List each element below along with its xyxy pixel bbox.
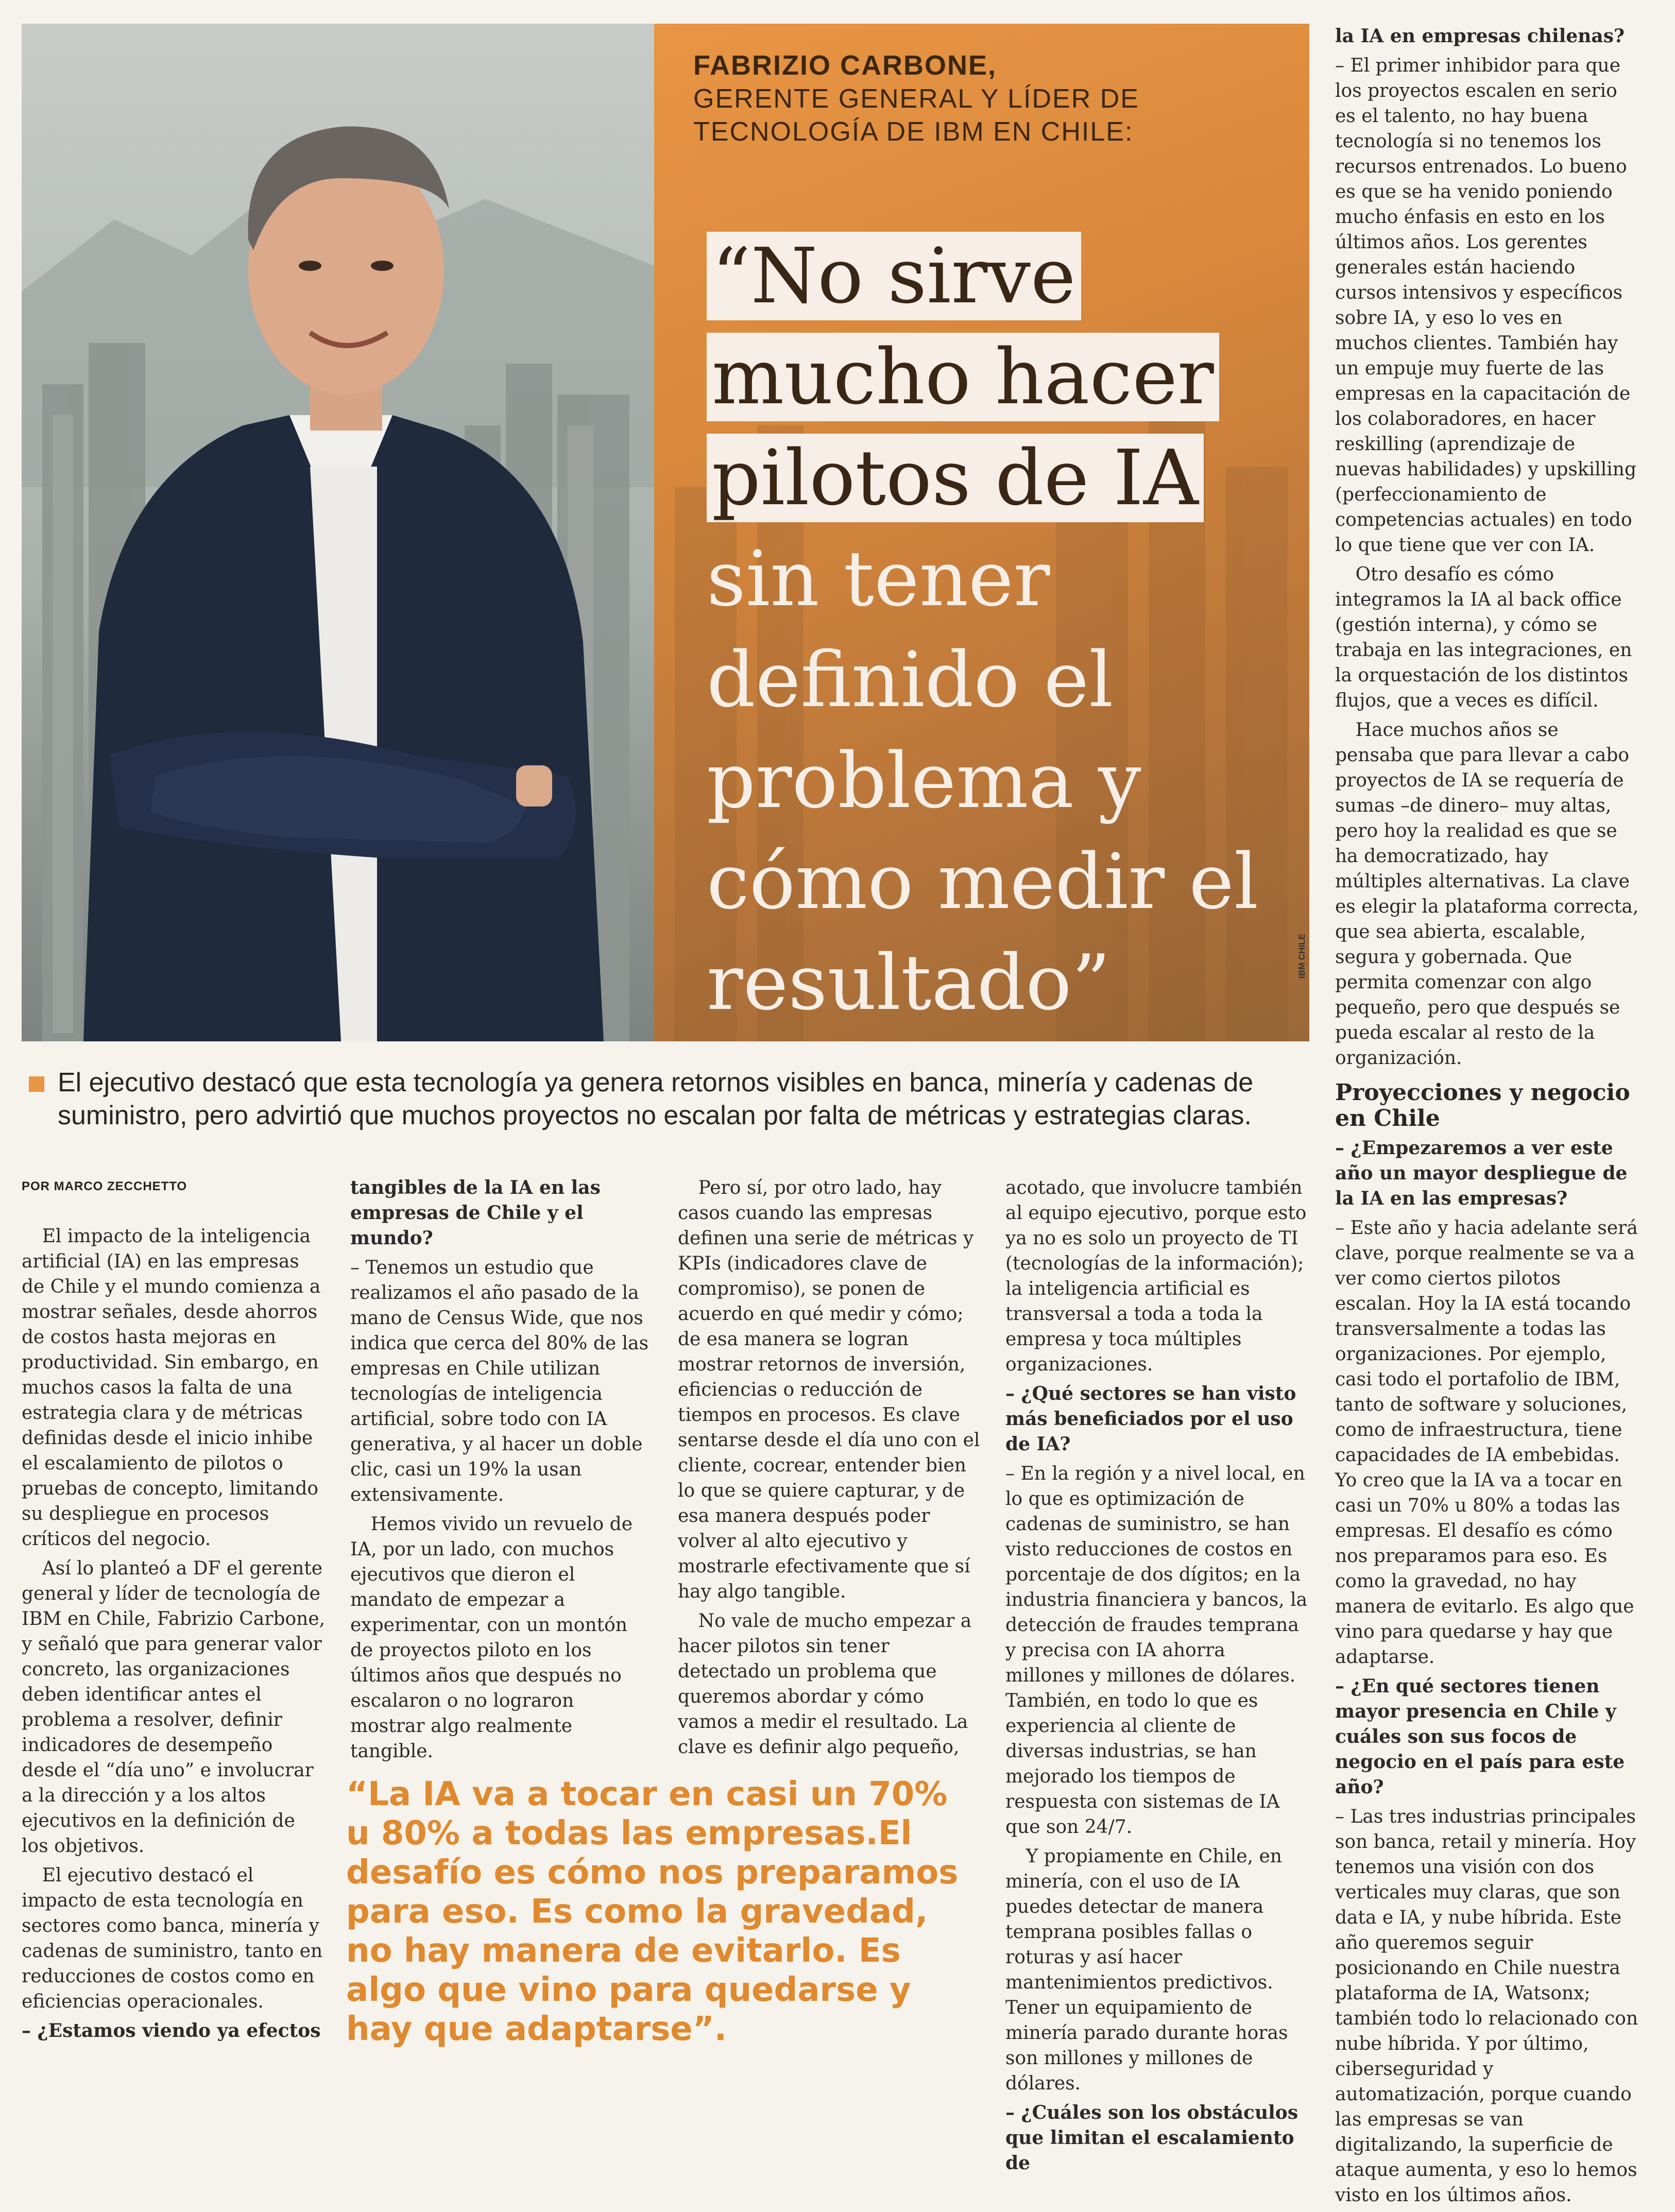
paragraph: Y propiamente en Chile, en minería, con el uso de IA puedes detectar de manera temprana posibles fallas o roturas y así hacer mantenimientos predictivos. Tener un equipamiento de minería parado durante horas son millones y millones de dólares.: [1005, 1846, 1288, 2094]
interview-question: la IA en empresas chilenas?: [1335, 25, 1625, 47]
lead-paragraph: El ejecutivo destacó que esta tecnología ya genera retornos visibles en banca, minería y cadenas de suministro, pero advirtió que muchos proyectos no escalan por falta de métricas y estrategias claras.: [58, 1068, 1254, 1130]
article-column-3: [678, 1175, 982, 1764]
headline-quote-rest: sin tener definido el problema y cómo medir el resultado”: [707, 535, 1259, 1027]
paragraph: El ejecutivo destacó el impacto de esta tecnología en sectores como banca, minería y cadenas de suministro, tanto en reducciones de costos como en eficiencias operacionales.: [22, 1865, 323, 2012]
paragraph: Pero sí, por otro lado, hay casos cuando las empresas definen una serie de métricas y KPIs (indicadores clave de compromiso), se ponen de acuerdo en qué medir y cómo; de esa manera se logran mostrar retornos de inversión, eficiencias o reducción de tiempos en procesos. Es clave sentarse desde el día uno con el cliente, cocrear, entender bien lo que se quiere capturar, y de esa manera después poder volver al alto ejecutivo y mostrarle efectivamente que sí hay algo tangible.: [678, 1177, 980, 1602]
headline-quote: [707, 226, 1299, 1033]
interview-question: tangibles de la IA en las empresas de Chile y el mundo?: [350, 1177, 601, 1249]
interview-question: – ¿Empezaremos a ver este año un mayor despliegue de la IA en las empresas?: [1335, 1137, 1628, 1209]
paragraph: acotado, que involucre también al equipo ejecutivo, porque esto ya no es solo un proyecto de TI (tecnologías de la información); la inteligencia artificial es transversal a toda a toda la empresa y toca múltiples organizaciones.: [1005, 1177, 1307, 1375]
headline-quote-highlight: “No sirve mucho hacer pilotos de IA: [707, 232, 1219, 522]
interview-question: – ¿Estamos viendo ya efectos: [22, 2020, 321, 2042]
paragraph: Otro desafío es cómo integramos la IA al back office (gestión interna), y cómo se trabaja en las integraciones, en la orquestación de los distintos flujos, que a veces es difícil.: [1335, 564, 1632, 711]
paragraph: – Tenemos un estudio que realizamos el año pasado de la mano de Census Wide, que nos indica que cerca del 80% de las empresas en Chile utilizan tecnologías de inteligencia artificial, sobre todo con IA generativa, y al hacer un doble clic, casi un 19% la usan extensivamente.: [350, 1257, 649, 1505]
interview-question: – ¿Cuáles son los obstáculos que limitan el escalamiento de: [1005, 2102, 1298, 2174]
interviewee-role: GERENTE GENERAL Y LÍDER DE TECNOLOGÍA DE IBM EN CHILE:: [693, 84, 1139, 147]
interview-question: – ¿Qué sectores se han visto más beneficiados por el uso de IA?: [1005, 1383, 1296, 1455]
article-column-1: [22, 1224, 327, 2048]
paragraph: No vale de mucho empezar a hacer pilotos sin tener detectado un problema que queremos abordar y cómo vamos a medir el resultado. La clave es definir algo pequeño,: [678, 1610, 972, 1758]
photo-credit: IBM CHILE: [1297, 934, 1307, 979]
article-column-4: [1005, 1175, 1309, 2180]
pull-quote: “La IA va a tocar en casi un 70% u 80% a todas las empresas.El desafío es cómo nos preparamos para eso. Es como la gravedad, no hay manera de evitarlo. Es algo que vino para quedarse y hay que adaptarse”.: [346, 1775, 959, 2048]
paragraph: Hemos vivido un revuelo de IA, por un lado, con muchos ejecutivos que dieron el mandato de empezar a experimentar, con un montón de proyectos piloto en los últimos años que después no escalaron o no lograron mostrar algo realmente tangible.: [350, 1514, 633, 1762]
paragraph: – En la región y a nivel local, en lo que es optimización de cadenas de suministro, se han visto reducciones de costos en porcentaje de dos dígitos; en la industria financiera y bancos, la detección de fraudes temprana y precisa con IA ahorra millones y millones de dólares. También, en todo lo que es experiencia al cliente de diversas industrias, se han mejorado los tiempos de respuesta con sistemas de IA que son 24/7.: [1005, 1463, 1308, 1838]
paragraph: – Las tres industrias principales son banca, retail y minería. Hoy tenemos una visión con dos verticales muy claras, que son data e IA, y nube híbrida. Este año queremos seguir posicionando en Chile nuestra plataforma de IA, Watsonx; también todo lo relacionado con nube híbrida. Y por último, ciberseguridad y automatización, porque cuando las empresas se van digitalizando, la superficie de ataque aumenta, y eso lo hemos visto en los últimos años.: [1335, 1806, 1638, 2206]
paragraph: Hace muchos años se pensaba que para llevar a cabo proyectos de IA se requería de sumas –de dinero– muy altas, pero hoy la realidad es que se ha democratizado, hay múltiples alternativas. La clave es elegir la plataforma correcta, que sea abierta, escalable, segura y gobernada. Que permita comenzar con algo pequeño, pero que después se pueda escalar al resto de la organización.: [1335, 719, 1639, 1069]
lead-bullet-icon: [29, 1076, 44, 1092]
article-column-2: [350, 1175, 654, 1768]
article-column-5: [1335, 24, 1639, 2212]
author-byline: POR MARCO ZECCHETTO: [22, 1179, 187, 1193]
interview-question: – ¿En qué sectores tienen mayor presencia en Chile y cuáles son sus focos de negocio en el país para este año?: [1335, 1675, 1625, 1798]
section-subheading: Proyecciones y negocio en Chile: [1335, 1079, 1630, 1131]
paragraph: – Este año y hacia adelante será clave, porque realmente se va a ver como ciertos pilotos escalan. Hoy la IA está tocando transversalmente a todas las organizaciones. Por ejemplo, casi todo el portafolio de IBM, tanto de software y soluciones, como de infraestructura, tiene capacidades de IA embebidas. Yo creo que la IA va a tocar en casi un 70% u 80% a todas las empresas. El desafío es cómo nos preparamos para eso. Es como la gravedad, no hay manera de evitarlo. Es algo que vino para quedarse y hay que adaptarse.: [1335, 1218, 1638, 1668]
paragraph: – El primer inhibidor para que los proyectos escalen en serio es el talento, no hay buena tecnología si no tenemos los recursos entrenados. Lo bueno es que se ha venido poniendo mucho énfasis en esto en los últimos años. Los gerentes generales están haciendo cursos intensivos y específicos sobre IA, y eso lo ves en muchos clientes. También hay un empuje muy fuerte de las empresas en la capacitación de los colaboradores, en hacer reskilling (aprendizaje de nuevas habilidades) y upskilling (perfeccionamiento de competencias actuales) en todo lo que tiene que ver con IA.: [1335, 55, 1637, 556]
paragraph: El impacto de la inteligencia artificial (IA) en las empresas de Chile y el mundo comienza a mostrar señales, desde ahorros de costos hasta mejoras en productividad. Sin embargo, en muchos casos la falta de una estrategia clara y de métricas definidas desde el inicio inhibe el escalamiento de pilotos o pruebas de concepto, limitando su despliegue en procesos críticos del negocio.: [22, 1226, 321, 1550]
interviewee-name: FABRIZIO CARBONE,: [693, 50, 997, 81]
paragraph: Así lo planteó a DF el gerente general y líder de tecnología de IBM en Chile, Fabrizio Carbone, y señaló que para generar valor concreto, las organizaciones deben identificar antes el problema a resolver, definir indicadores de desempeño desde el “día uno” e involucrar a la dirección y a los altos ejecutivos en la definición de los objetivos.: [22, 1558, 326, 1857]
portrait-illustration: [22, 24, 654, 1041]
portrait-photo: [22, 24, 654, 1041]
